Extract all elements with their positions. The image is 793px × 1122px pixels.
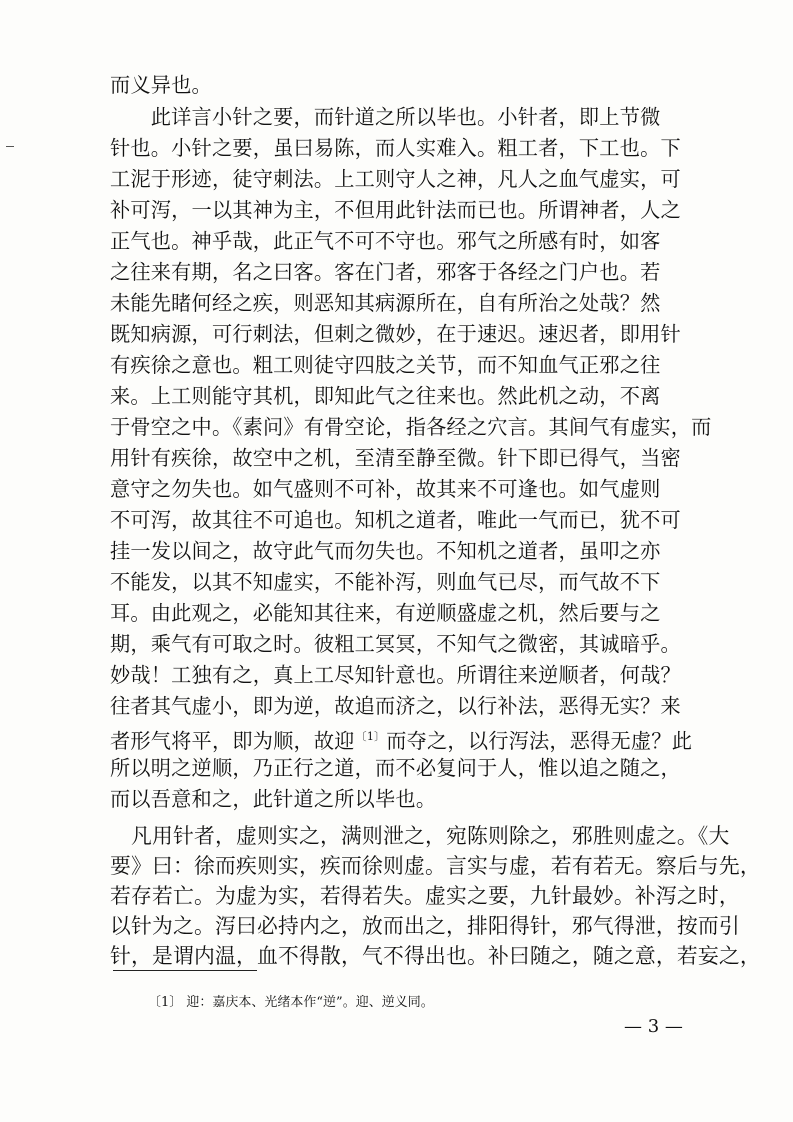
text-line: 所以明之逆顺，乃正行之道，而不必复问于人，惟以追之随之，	[110, 756, 681, 780]
text-segment: 而夺之，以行泻法，恶得无虚？此	[386, 729, 693, 753]
text-line: 既知病源，可行刺法，但刺之微妙，在于速迟。速迟者，即用针	[110, 322, 681, 346]
scripture-line: 要》曰：徐而疾则实，疾而徐则虚。言实与虚，若有若无。察后与先，	[110, 854, 761, 878]
text-line: 不可泻，故其往不可追也。知机之道者，唯此一气而已，犹不可	[110, 508, 681, 532]
text-line: 此详言小针之要，而针道之所以毕也。小针者，即上节微	[110, 105, 661, 129]
scripture-line: 针，是谓内温，血不得散，气不得出也。补曰随之，随之意，若妄之，	[110, 944, 761, 968]
footnote-marker: 〔1〕	[355, 730, 386, 743]
text-line: 用针有疾徐，故空中之机，至清至静至微。针下即已得气，当密	[110, 446, 681, 470]
text-line: 工泥于形迹，徒守刺法。上工则守人之神，凡人之血气虚实，可	[110, 167, 681, 191]
text-line: 有疾徐之意也。粗工则徒守四肢之关节，而不知血气正邪之往	[110, 353, 661, 377]
text-line: 于骨空之中。《素问》有骨空论，指各经之穴言。其间气有虚实，而	[110, 415, 712, 439]
text-line: 往者其气虚小，即为逆，故追而济之，以行补法，恶得无实？来	[110, 694, 681, 718]
scripture-line: 凡用针者，虚则实之，满则泄之，宛陈则除之，邪胜则虚之。《大	[110, 824, 730, 848]
text-line: 意守之勿失也。如气盛则不可补，故其来不可逢也。如气虚则	[110, 477, 661, 501]
margin-mark	[6, 146, 14, 147]
text-line: 之往来有期，名之曰客。客在门者，邪客于各经之门户也。若	[110, 260, 661, 284]
text-line: 挂一发以间之，故守此气而勿失也。不知机之道者，虽叩之亦	[110, 539, 661, 563]
text-line: 针也。小针之要，虽曰易陈，而人实难入。粗工者，下工也。下	[110, 136, 681, 160]
text-line: 补可泻，一以其神为主，不但用此针法而已也。所谓神者，人之	[110, 198, 681, 222]
scripture-line: 若存若亡。为虚为实，若得若失。虚实之要，九针最妙。补泻之时，	[110, 884, 740, 908]
page-number: — 3 —	[624, 1016, 683, 1037]
text-line: 未能先睹何经之疾，则恶知其病源所在，自有所治之处哉？然	[110, 291, 661, 315]
text-line	[110, 723, 692, 755]
footnote: 〔1〕 迎：嘉庆本、光绪本作“逆”。迎、逆义同。	[148, 995, 434, 1010]
text-line: 期，乘气有可取之时。彼粗工冥冥，不知气之微密，其诚暗乎。	[110, 632, 681, 656]
footnote-divider	[113, 970, 257, 971]
text-line: 而义异也。	[110, 73, 212, 97]
text-line: 正气也。神乎哉，此正气不可不守也。邪气之所感有时，如客	[110, 229, 661, 253]
text-line: 耳。由此观之，必能知其往来，有逆顺盛虚之机，然后要与之	[110, 601, 661, 625]
text-line: 来。上工则能守其机，即知此气之往来也。然此机之动，不离	[110, 384, 661, 408]
text-line: 而以吾意和之，此针道之所以毕也。	[110, 787, 437, 811]
text-line: 妙哉！工独有之，真上工尽知针意也。所谓往来逆顺者，何哉？	[110, 663, 681, 687]
text-line: 不能发，以其不知虚实，不能补泻，则血气已尽，而气故不下	[110, 570, 661, 594]
scripture-line: 以针为之。泻曰必持内之，放而出之，排阳得针，邪气得泄，按而引	[110, 914, 740, 938]
text-segment: 者形气将平，即为顺，故迎	[110, 729, 355, 753]
